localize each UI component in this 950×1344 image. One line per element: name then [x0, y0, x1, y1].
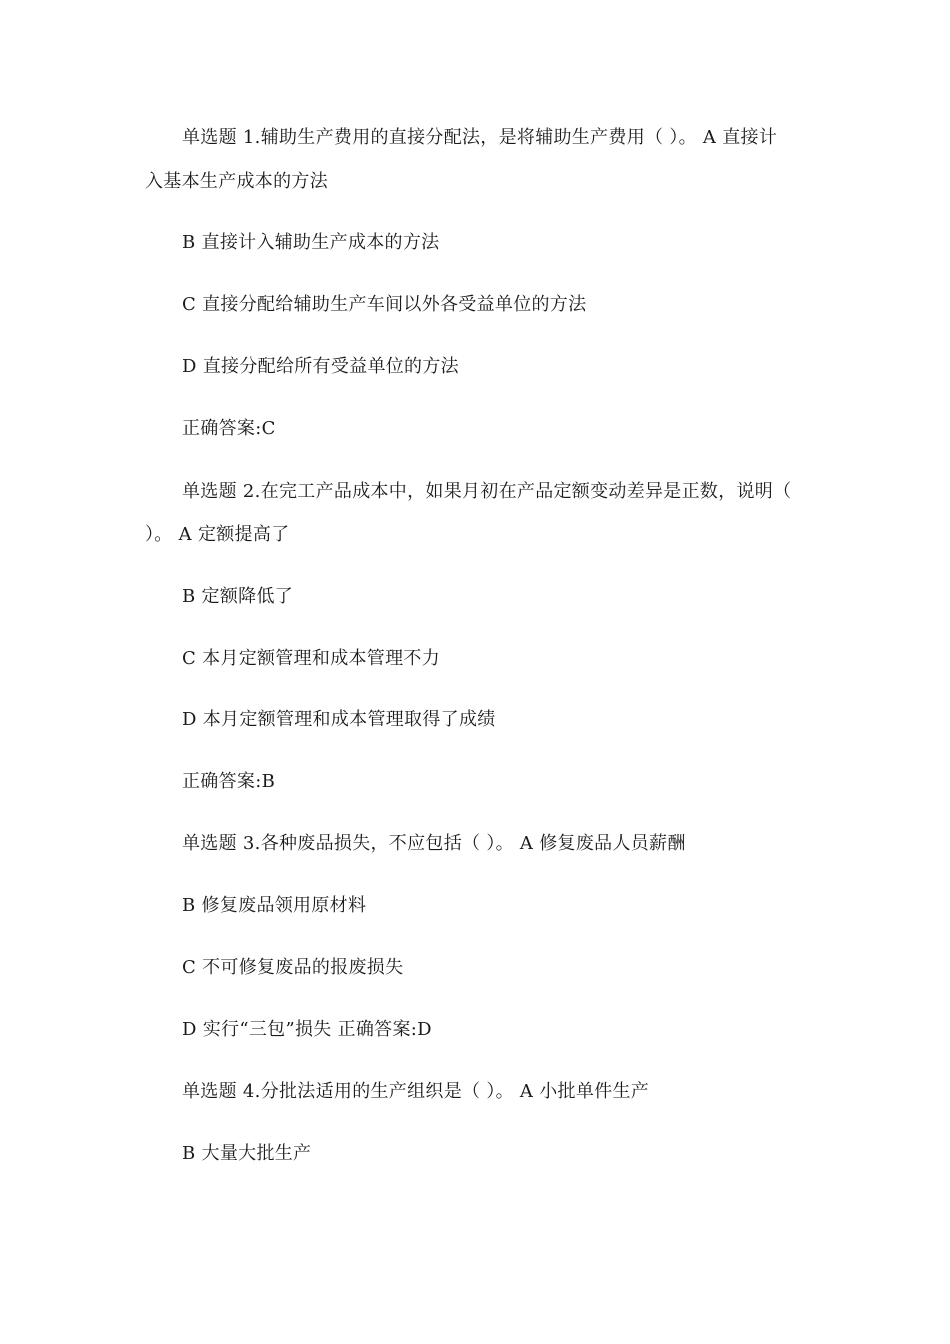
- question-3-option-b: B 修复废品领用原材料: [182, 895, 367, 916]
- question-2-option-d: D 本月定额管理和成本管理取得了成绩: [182, 709, 496, 730]
- question-1-option-d: D 直接分配给所有受益单位的方法: [182, 356, 459, 377]
- question-4-option-b: B 大量大批生产: [182, 1143, 312, 1164]
- question-2-answer: 正确答案:B: [182, 771, 276, 792]
- question-2-stem: 单选题 2.在完工产品成本中，如果月初在产品定额变动差异是正数，说明（: [182, 481, 792, 502]
- question-4-stem: 单选题 4.分批法适用的生产组织是（ ）。 A 小批单件生产: [182, 1081, 650, 1102]
- question-2-stem-continued: ）。 A 定额提高了: [145, 524, 290, 545]
- question-3-stem: 单选题 3.各种废品损失，不应包括（ ）。 A 修复废品人员薪酬: [182, 833, 686, 854]
- question-1-stem-continued: 入基本生产成本的方法: [145, 171, 328, 192]
- question-1-stem: 单选题 1.辅助生产费用的直接分配法，是将辅助生产费用（ ）。 A 直接计: [182, 127, 778, 148]
- question-2-option-c: C 本月定额管理和成本管理不力: [182, 648, 440, 669]
- question-1-option-c: C 直接分配给辅助生产车间以外各受益单位的方法: [182, 294, 587, 315]
- question-1-option-b: B 直接计入辅助生产成本的方法: [182, 232, 440, 253]
- question-3-option-c: C 不可修复废品的报废损失: [182, 957, 404, 978]
- question-1-answer: 正确答案:C: [182, 418, 276, 439]
- question-2-option-b: B 定额降低了: [182, 586, 294, 607]
- question-3-option-d-and-answer: D 实行“三包”损失 正确答案:D: [182, 1019, 432, 1040]
